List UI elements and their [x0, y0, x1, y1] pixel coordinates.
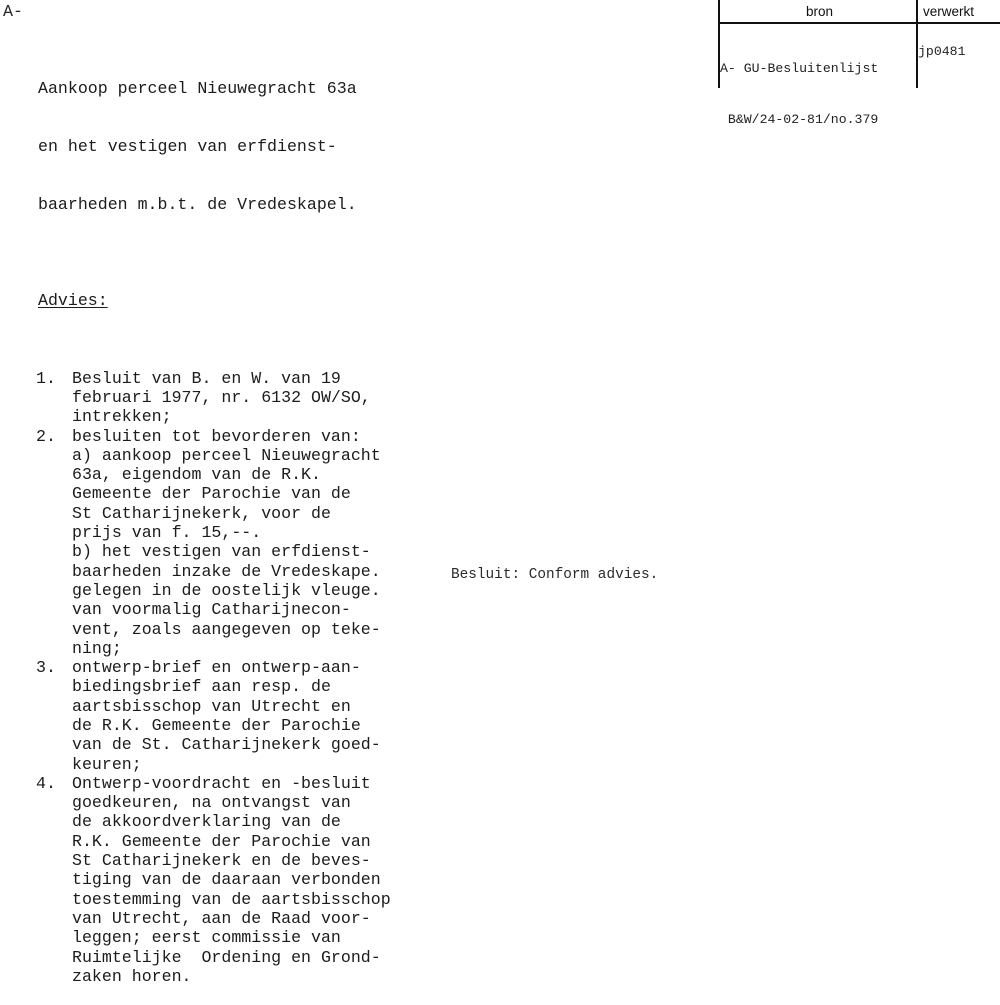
source-cell [720, 26, 878, 162]
point-line: R.K. Gemeente der Parochie van [72, 831, 371, 851]
point-line: aartsbisschop van Utrecht en [72, 696, 351, 716]
agenda-letter: A- [3, 2, 23, 21]
point-line: februari 1977, nr. 6132 OW/SO, [72, 387, 371, 407]
point-line: Ontwerp-voordracht en -besluit [72, 773, 371, 793]
point-line: toestemming van de aartsbisschop [72, 889, 391, 909]
point-line: zaken horen. [72, 966, 192, 986]
point-number: 3. [36, 658, 56, 678]
point-line: St Catharijnekerk, voor de [72, 503, 331, 523]
advice-point [38, 774, 391, 986]
title-line: en het vestigen van erfdienst- [38, 137, 337, 157]
advice-points [38, 369, 391, 987]
point-line: Besluit van B. en W. van 19 [72, 368, 341, 388]
point-line: Ruimtelijke Ordening en Grond- [72, 947, 381, 967]
point-line: goedkeuren, na ontvangst van [72, 793, 351, 813]
point-line: leggen; eerst commissie van [72, 928, 341, 948]
point-line: biedingsbrief aan resp. de [72, 677, 331, 697]
advice-point [38, 658, 391, 774]
source-line: B&W/24-02-81/no.379 [720, 112, 879, 127]
point-line: de akkoordverklaring van de [72, 812, 341, 832]
point-line: tiging van de daaraan verbonden [72, 870, 381, 890]
decision-text: Besluit: Conform advies. [451, 567, 659, 583]
point-line: prijs van f. 15,--. [72, 523, 262, 543]
point-number: 1. [36, 368, 56, 388]
header-processed: verwerkt [923, 4, 975, 19]
title-line: Aankoop perceel Nieuwegracht 63a [38, 79, 357, 99]
point-line: St Catharijnekerk en de beves- [72, 851, 371, 871]
item-title [38, 41, 391, 253]
point-line: gelegen in de oostelijk vleuge. [72, 580, 381, 600]
point-line: vent, zoals aangegeven op teke- [72, 619, 381, 639]
register-table [718, 0, 1000, 127]
table-header-rule [718, 22, 1000, 24]
advice-point [38, 427, 391, 659]
title-line: baarheden m.b.t. de Vredeskapel. [38, 194, 357, 214]
point-line: b) het vestigen van erfdienst- [72, 542, 371, 562]
advice-point [38, 369, 391, 427]
header-source: bron [806, 4, 834, 19]
point-line: 63a, eigendom van de R.K. [72, 465, 321, 485]
point-number: 4. [36, 773, 56, 793]
point-line: ning; [72, 638, 122, 658]
point-line: ontwerp-brief en ontwerp-aan- [72, 658, 361, 678]
point-line: van voormalig Catharijnecon- [72, 600, 351, 620]
point-number: 2. [36, 426, 56, 446]
point-line: van Utrecht, aan de Raad voor- [72, 908, 371, 928]
advice-heading: Advies: [38, 291, 108, 311]
point-line: keuren; [72, 754, 142, 774]
point-line: intrekken; [72, 407, 172, 427]
point-line: van de St. Catharijnekerk goed- [72, 735, 381, 755]
source-line: A- GU-Besluitenlijst [720, 61, 879, 76]
point-line: a) aankoop perceel Nieuwegracht [72, 445, 381, 465]
processed-cell: jp0481 [918, 44, 966, 59]
point-line: besluiten tot bevorderen van: [72, 426, 361, 446]
point-line: baarheden inzake de Vredeskape. [72, 561, 381, 581]
point-line: de R.K. Gemeente der Parochie [72, 715, 361, 735]
point-line: Gemeente der Parochie van de [72, 484, 351, 504]
agenda-item [38, 2, 391, 1005]
